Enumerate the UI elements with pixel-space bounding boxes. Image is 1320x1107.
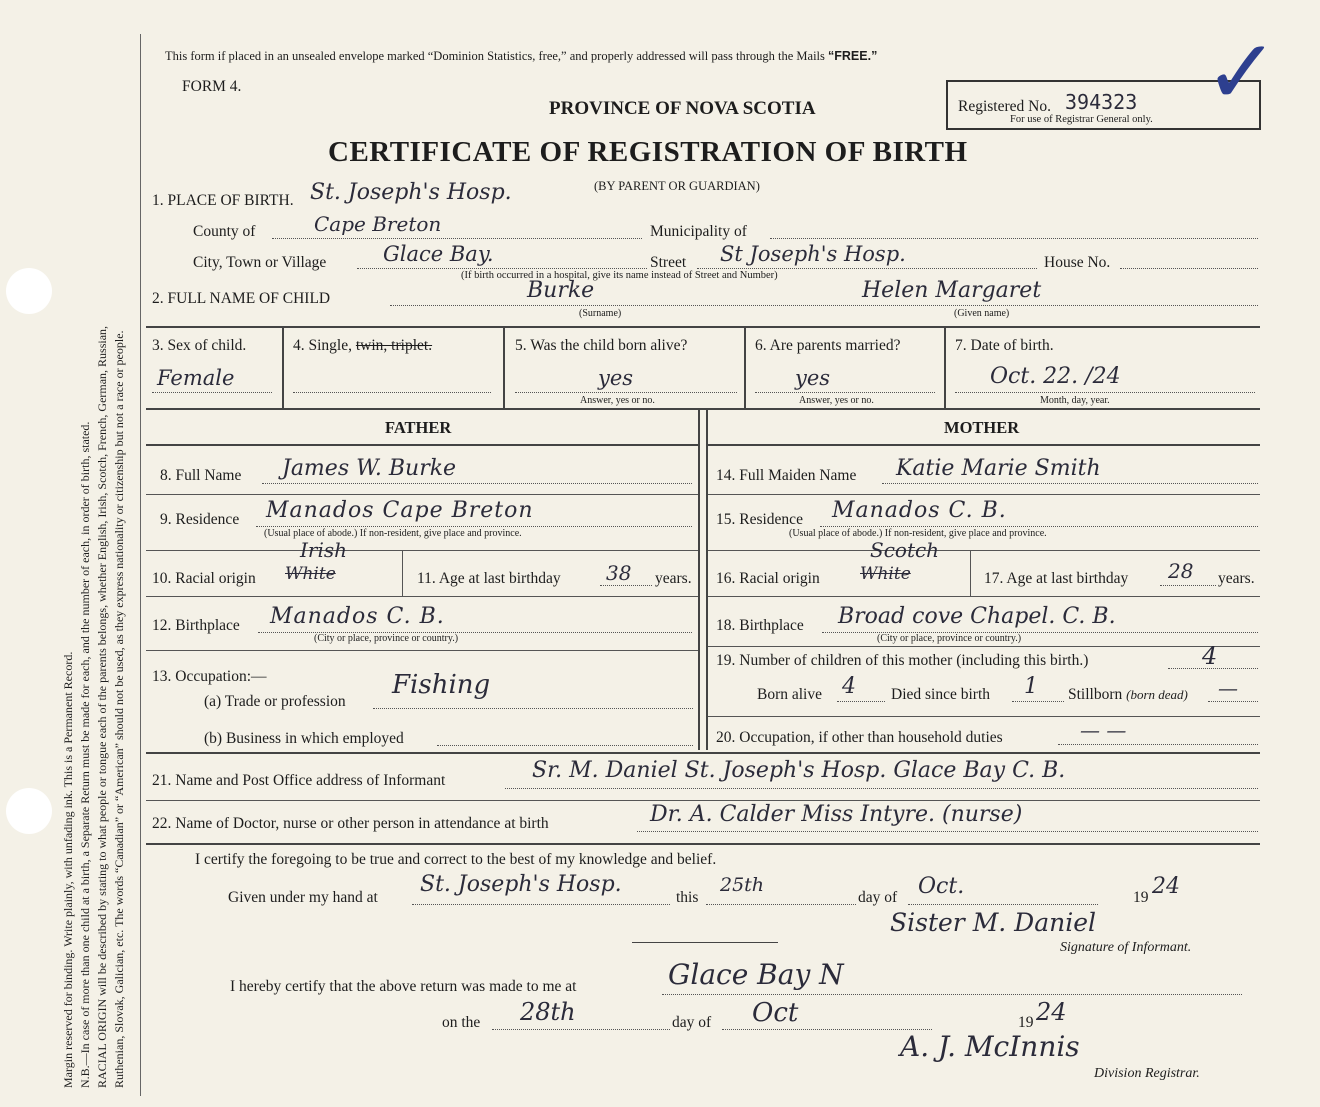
- date-of-birth-line: [955, 392, 1255, 393]
- registered-number: 394323: [1065, 90, 1138, 114]
- date-of-birth-caption: Month, day, year.: [1040, 395, 1110, 406]
- father-occupation-label: 13. Occupation:—: [152, 668, 267, 685]
- place-of-birth-value: St. Joseph's Hosp.: [310, 180, 512, 205]
- row3-top-border: [146, 326, 1260, 328]
- children-count-value: 4: [1202, 642, 1218, 670]
- mother-age-label: 17. Age at last birthday: [984, 570, 1129, 587]
- mother-name-line: [882, 483, 1258, 484]
- margin-notes: [60, 325, 126, 1089]
- born-alive-answer: yes: [598, 366, 634, 390]
- surname-caption: (Surname): [579, 308, 622, 319]
- city-value: Glace Bay.: [383, 242, 494, 266]
- single-line: [293, 392, 491, 393]
- father-residence-label: 9. Residence: [160, 511, 240, 528]
- informant-label: 21. Name and Post Office address of Informant: [152, 772, 446, 789]
- hospital-note: (If birth occurred in a hospital, give its name instead of Street and Number): [461, 270, 778, 281]
- mother-residence-caption: (Usual place of abode.) If non-resident, give place and province.: [789, 528, 1047, 539]
- registrar-statement: I hereby certify that the above return was made to me at: [230, 978, 577, 995]
- margin-note-3: RACIAL ORIGIN will be described by stating to what people or tongue each of the parents belongs, whether English, Irish, Scotch, French, German, Russian,: [95, 325, 109, 1088]
- given-name-caption: (Given name): [954, 308, 1010, 319]
- registrar-place-line: [662, 994, 1242, 995]
- row3-divider-4: [944, 326, 946, 408]
- born-alive-question: 5. Was the child born alive?: [515, 337, 688, 354]
- parents-bottom-border: [146, 752, 1260, 754]
- mother-residence-label: 15. Residence: [716, 511, 803, 528]
- registrar-place-value: Glace Bay N: [668, 958, 844, 991]
- father-business-label: (b) Business in which employed: [204, 730, 404, 747]
- mail-notice-free: “FREE.”: [828, 49, 878, 63]
- registrar-month-value: Oct: [752, 998, 799, 1028]
- registered-label: Registered No.: [958, 98, 1051, 115]
- registrar-day-line: [492, 1029, 670, 1030]
- mother-age-unit: years.: [1218, 570, 1255, 587]
- date-of-birth-value: Oct. 22. /24: [990, 364, 1121, 389]
- binding-margin-line: [140, 34, 141, 1096]
- cert-year-prefix: 19: [1133, 889, 1149, 906]
- mother-age-line: [1160, 585, 1216, 586]
- died-since-birth-label: Died since birth: [891, 686, 991, 703]
- registrar-day-value: 28th: [520, 998, 576, 1026]
- mother-age-value: 28: [1168, 559, 1194, 583]
- doctor-bottom-border: [146, 843, 1260, 845]
- father-racial-age-divider: [402, 550, 403, 596]
- born-alive-count-label: Born alive: [757, 686, 822, 703]
- father-residence-value: Manados Cape Breton: [266, 498, 534, 523]
- stillborn-text: Stillborn: [1068, 686, 1123, 703]
- mail-notice-text: This form if placed in an unsealed envelope marked “Dominion Statistics, free,” and properly addressed will pass through the Mails: [165, 49, 829, 63]
- house-no-line: [1120, 268, 1258, 269]
- twin-triplet-text: twin, triplet.: [355, 337, 433, 354]
- born-alive-count-line: [837, 701, 885, 702]
- father-racial-struck: White: [285, 564, 336, 584]
- municipality-label: Municipality of: [650, 223, 747, 240]
- registrar-signature-caption: Division Registrar.: [1094, 1066, 1200, 1081]
- father-birthplace-value: Manados C. B.: [270, 604, 445, 629]
- mother-residence-value: Manados C. B.: [832, 498, 1007, 523]
- father-occupation-divider: [146, 650, 698, 651]
- father-age-line: [600, 585, 652, 586]
- father-age-value: 38: [606, 561, 632, 585]
- father-heading: FATHER: [385, 418, 452, 437]
- registrar-day-of-label: day of: [672, 1014, 712, 1031]
- certificate-subtitle: (BY PARENT OR GUARDIAN): [594, 179, 760, 193]
- mother-occupation-divider: [708, 716, 1260, 717]
- province-heading: PROVINCE OF NOVA SCOTIA: [549, 98, 816, 119]
- sex-value: Female: [157, 366, 235, 390]
- father-racial-value: Irish: [300, 538, 348, 562]
- mother-residence-line: [820, 526, 1258, 527]
- father-trade-label: (a) Trade or profession: [204, 693, 346, 710]
- municipality-line: [770, 238, 1258, 239]
- mother-birthplace-divider: [708, 596, 1260, 597]
- date-of-birth-label: 7. Date of birth.: [955, 337, 1054, 354]
- single-label: [293, 337, 432, 355]
- mother-birthplace-value: Broad cove Chapel. C. B.: [838, 604, 1116, 629]
- father-residence-divider: [146, 494, 698, 495]
- mother-occupation-line: [1058, 744, 1258, 745]
- died-since-birth-value: 1: [1024, 674, 1038, 699]
- father-name-label: 8. Full Name: [160, 467, 242, 484]
- father-residence-caption: (Usual place of abode.) If non-resident, give place and province.: [264, 528, 522, 539]
- mother-racial-value: Scotch: [870, 538, 940, 562]
- born-alive-caption: Answer, yes or no.: [580, 395, 655, 406]
- died-since-birth-line: [1012, 701, 1064, 702]
- sex-line: [152, 392, 272, 393]
- father-name-line: [262, 483, 692, 484]
- parents-heading-border: [146, 444, 698, 446]
- registrar-note: For use of Registrar General only.: [1010, 114, 1153, 125]
- given-place-line: [412, 904, 670, 905]
- certification-statement: I certify the foregoing to be true and correct to the best of my knowledge and belief.: [195, 851, 717, 868]
- born-alive-count-value: 4: [842, 674, 856, 699]
- row3-bottom-border: [146, 408, 1260, 410]
- mother-racial-label: 16. Racial origin: [716, 570, 820, 587]
- cert-day-line: [706, 904, 856, 905]
- parents-center-divider-left: [698, 408, 700, 750]
- child-name-line: [390, 305, 1258, 306]
- check-mark: ✓: [1204, 20, 1280, 125]
- margin-note-1: Margin reserved for binding. Write plainly, with unfading ink. This is a Permanent Record.: [61, 651, 75, 1088]
- row3-divider-2: [503, 326, 505, 408]
- county-value: Cape Breton: [314, 212, 442, 236]
- registrar-signature: A. J. McInnis: [900, 1030, 1080, 1063]
- doctor-label: 22. Name of Doctor, nurse or other person in attendance at birth: [152, 815, 549, 832]
- cert-year-value: 24: [1152, 874, 1180, 899]
- stillborn-label: [1068, 686, 1188, 704]
- city-line: [357, 268, 647, 269]
- mail-notice: [165, 49, 877, 64]
- stillborn-value: —: [1218, 676, 1238, 700]
- mother-residence-divider: [708, 494, 1260, 495]
- registrar-year-value: 24: [1036, 998, 1067, 1026]
- parents-married-answer: yes: [795, 366, 831, 390]
- mother-occupation-value: — —: [1080, 718, 1127, 742]
- father-age-label: 11. Age at last birthday: [417, 570, 561, 587]
- street-label: Street: [650, 254, 687, 271]
- father-residence-line: [256, 526, 692, 527]
- row3-divider-3: [744, 326, 746, 408]
- father-business-line: [437, 745, 693, 746]
- father-birthplace-label: 12. Birthplace: [152, 617, 240, 634]
- parents-heading-border-right: [708, 444, 1260, 446]
- binding-hole-top: [6, 268, 52, 314]
- cert-day-value: 25th: [720, 874, 765, 896]
- sex-label: 3. Sex of child.: [152, 337, 247, 354]
- house-no-label: House No.: [1044, 254, 1111, 271]
- mother-racial-struck: White: [860, 564, 911, 584]
- stillborn-line: [1208, 701, 1258, 702]
- father-trade-line: [373, 708, 693, 709]
- street-value: St Joseph's Hosp.: [720, 242, 906, 266]
- informant-bottom-border: [146, 800, 1260, 801]
- cert-day-of-label: day of: [858, 889, 898, 906]
- mother-racial-divider: [708, 550, 1260, 551]
- children-count-label: 19. Number of children of this mother (including this birth.): [716, 652, 1089, 669]
- informant-line: [505, 788, 1258, 789]
- cert-month-value: Oct.: [918, 874, 965, 899]
- form-number: FORM 4.: [182, 78, 242, 95]
- doctor-value: Dr. A. Calder Miss Intyre. (nurse): [650, 802, 1023, 827]
- given-under-hand-label: Given under my hand at: [228, 889, 378, 906]
- informant-value: Sr. M. Daniel St. Joseph's Hosp. Glace Bay C. B.: [532, 758, 1066, 783]
- father-birthplace-caption: (City or place, province or country.): [314, 633, 459, 644]
- registrar-year-prefix: 19: [1018, 1014, 1034, 1031]
- doctor-line: [637, 831, 1258, 832]
- cert-month-line: [908, 904, 1098, 905]
- city-label: City, Town or Village: [193, 254, 327, 271]
- informant-signature-caption: Signature of Informant.: [1060, 940, 1192, 955]
- place-of-birth-label: 1. PLACE OF BIRTH.: [152, 192, 294, 209]
- stillborn-note: (born dead): [1126, 687, 1188, 702]
- child-given-name: Helen Margaret: [862, 278, 1042, 303]
- single-text: 4. Single,: [293, 337, 352, 354]
- mother-racial-age-divider: [970, 550, 971, 596]
- margin-note-2: N.B.—In case of more than one child at a birth, a Separate Return must be made for each, and the number of each, in order of birth, stated.: [78, 421, 92, 1088]
- father-age-unit: years.: [655, 570, 692, 587]
- father-name-value: James W. Burke: [282, 456, 457, 481]
- born-alive-line: [515, 392, 737, 393]
- father-racial-divider: [146, 550, 698, 551]
- margin-note-4: Ruthenian, Slovak, Galician, etc. The words “Canadian” or “American” should not be used, as they express nationality or citizenship but not a race or people.: [112, 330, 126, 1088]
- county-line: [272, 238, 642, 239]
- given-place-value: St. Joseph's Hosp.: [420, 872, 622, 897]
- row3-divider-1: [282, 326, 284, 408]
- mother-occupation-label: 20. Occupation, if other than household duties: [716, 729, 1003, 746]
- this-label: this: [676, 889, 699, 906]
- certification-divider: [632, 942, 778, 943]
- mother-heading: MOTHER: [944, 418, 1020, 437]
- county-label: County of: [193, 223, 256, 240]
- child-surname: Burke: [527, 278, 595, 303]
- informant-signature: Sister M. Daniel: [890, 908, 1097, 937]
- father-trade-value: Fishing: [392, 670, 491, 700]
- registrar-on-the-label: on the: [442, 1014, 481, 1031]
- father-racial-label: 10. Racial origin: [152, 570, 256, 587]
- mother-name-label: 14. Full Maiden Name: [716, 467, 857, 484]
- mother-name-value: Katie Marie Smith: [896, 456, 1101, 481]
- parents-married-question: 6. Are parents married?: [755, 337, 901, 354]
- mother-birthplace-caption: (City or place, province or country.): [877, 633, 1022, 644]
- certificate-title: CERTIFICATE OF REGISTRATION OF BIRTH: [328, 136, 968, 168]
- mother-birthplace-label: 18. Birthplace: [716, 617, 804, 634]
- child-name-label: 2. FULL NAME OF CHILD: [152, 290, 331, 307]
- binding-hole-bottom: [6, 788, 52, 834]
- parents-married-caption: Answer, yes or no.: [799, 395, 874, 406]
- parents-center-divider-right: [706, 408, 708, 750]
- mother-children-divider: [708, 646, 1260, 647]
- parents-married-line: [755, 392, 935, 393]
- street-line: [697, 268, 1037, 269]
- father-birthplace-divider: [146, 596, 698, 597]
